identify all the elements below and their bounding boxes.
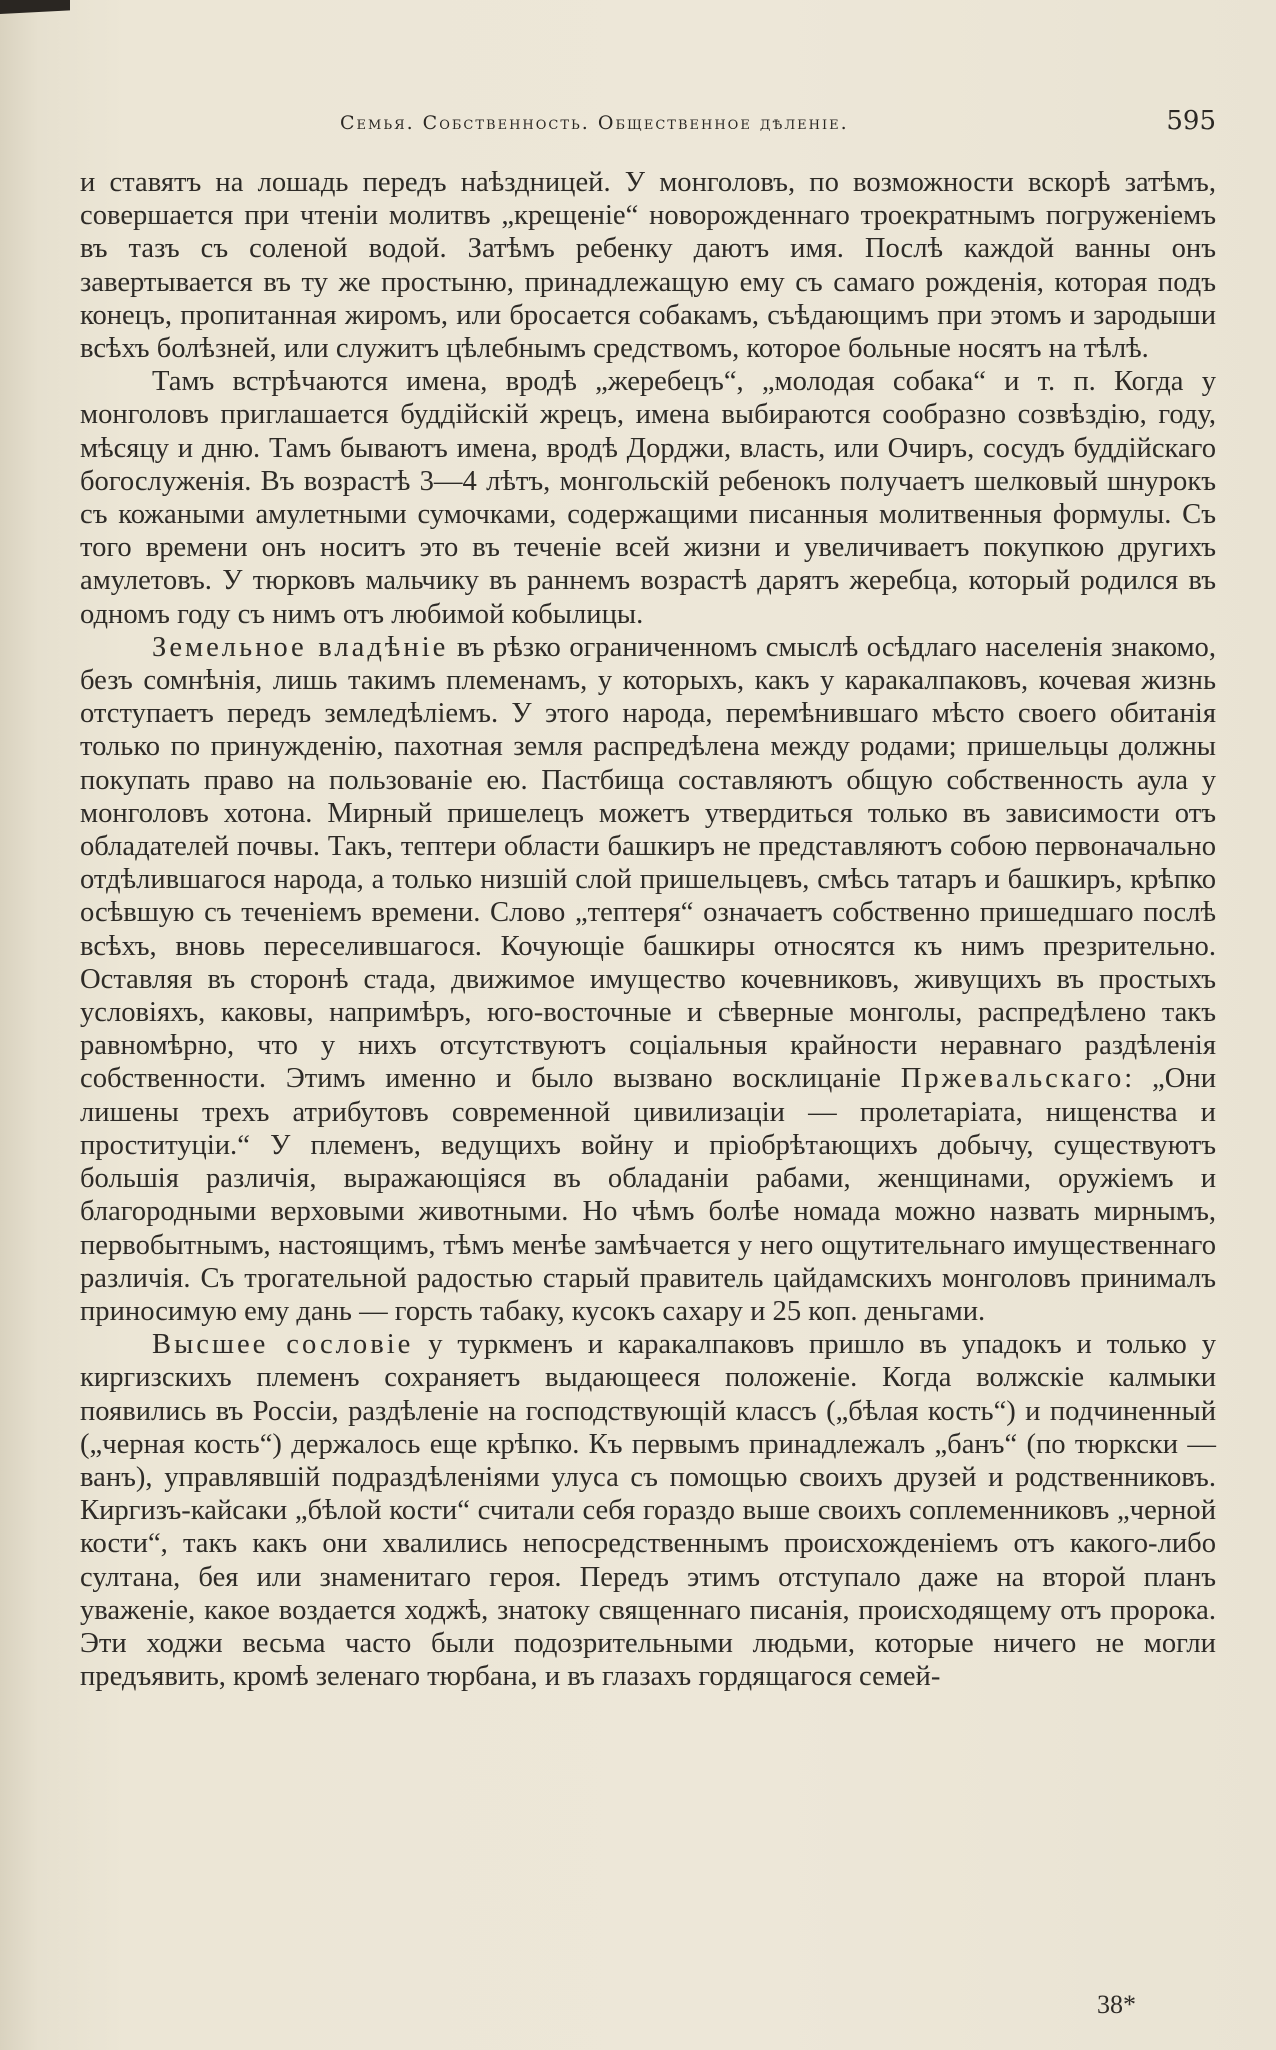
running-title: Семья. Собственность. Общественное дѣленіе. — [340, 112, 849, 134]
paragraph-4 — [80, 1328, 1216, 1693]
printer-signature: 38* — [1097, 1990, 1136, 2019]
spaced-term: Высшее сословіе — [152, 1329, 414, 1361]
scan-corner-mark — [0, 0, 70, 14]
page-number: 595 — [1166, 106, 1216, 136]
page-header — [80, 106, 1216, 146]
paragraph-text: Тамъ встрѣчаются имена, вродѣ „жеребецъ“, „молодая собака“ и т. п. Когда у монголовъ приглашается буддійскій жрецъ, имена выбираются сообразно созвѣздію, году, мѣсяцу и дню. Тамъ бываютъ имена, вродѣ Дорджи, власть, или Очиръ, сосудъ буддійскаго богослуженія. Въ возрастѣ 3—4 лѣтъ, монгольскій ребенокъ получаетъ шелковый шнурокъ съ кожаными амулетными сумочками, содержащими писанныя молитвенныя формулы. Съ того времени онъ носитъ это въ теченіе всей жизни и увеличиваетъ покупкою другихъ амулетовъ. У тюрковъ мальчику въ раннемъ возрастѣ дарятъ жеребца, который родился въ одномъ году съ нимъ отъ любимой кобылицы. — [80, 366, 1216, 630]
spaced-term: Земельное владѣніе — [152, 631, 449, 663]
paragraph-text: въ рѣзко ограниченномъ смыслѣ осѣдлаго населенія знакомо, безъ сомнѣнія, лишь такимъ племенамъ, у которыхъ, какъ у каракалпаковъ, кочевая жизнь отступаетъ передъ земледѣліемъ. У этого народа, перемѣнившаго мѣсто своего обитанія только по принужденію, пахотная земля распредѣлена между родами; пришельцы должны покупать право на пользованіе ею. Пастбища составляютъ общую собственность аула у монголовъ хотона. Мирный пришелецъ можетъ утвердиться только въ зависимости отъ обладателей почвы. Такъ, тептери области башкиръ не представляютъ собою первоначально отдѣлившагося народа, а только низшій слой пришельцевъ, смѣсь татаръ и башкиръ, крѣпко осѣвшую съ теченіемъ времени. Слово „тептеря“ означаетъ собственно пришедшаго послѣ всѣхъ, вновь переселившагося. Кочующіе башкиры относятся къ нимъ презрительно. Оставляя въ сторонѣ стада, движимое имущество кочевниковъ, живущихъ въ простыхъ условіяхъ, каковы, напримѣръ, юго-восточные и сѣверные монголы, распредѣлено такъ равномѣрно, что у нихъ отсутствуютъ соціальныя крайности неравнаго раздѣленія собственности. Этимъ именно и было вызвано восклицаніе — [80, 631, 1216, 1095]
paragraph-2 — [80, 365, 1216, 631]
paragraph-text-continued: : „Они лишены трехъ атрибутовъ современной цивилизаціи — пролетаріата, нищенства и проституціи.“ У племенъ, ведущихъ войну и пріобрѣтающихъ добычу, существуютъ большія различія, выражающіяся въ обладаніи рабами, женщинами, оружіемъ и благородными верховыми животными. Но чѣмъ болѣе номада можно назвать мирнымъ, первобытнымъ, настоящимъ, тѣмъ менѣе замѣчается у него ощутительнаго имущественнаго различія. Съ трогательной радостью старый правитель цайдамскихъ монголовъ принималъ приносимую ему дань — горсть табаку, кусокъ сахару и 25 коп. деньгами. — [80, 1063, 1216, 1327]
body-text — [80, 166, 1216, 1693]
spaced-name: Пржевальскаго — [900, 1063, 1125, 1095]
paragraph-3 — [80, 631, 1216, 1328]
paragraph-text: у туркменъ и каракалпаковъ пришло въ упадокъ и только у киргизскихъ племенъ сохраняетъ выдающееся положеніе. Когда волжскіе калмыки появились въ Россіи, раздѣленіе на господствующій классъ („бѣлая кость“) и подчиненный („черная кость“) держалось еще крѣпко. Къ первымъ принадлежалъ „банъ“ (по тюркски — ванъ), управлявшій подраздѣленіями улуса съ помощью своихъ друзей и родственниковъ. Киргизъ-кайсаки „бѣлой кости“ считали себя гораздо выше своихъ соплеменниковъ „черной кости“, такъ какъ они хвалились непосредственнымъ происхожденіемъ отъ какого-либо султана, бея или знаменитаго героя. Передъ этимъ отступало даже на второй планъ уваженіе, какое воздается ходжѣ, знатоку священнаго писанія, происходящему отъ пророка. Эти ходжи весьма часто были подозрительными людьми, которые ничего не могли предъявить, кромѣ зеленаго тюрбана, и въ глазахъ гордящагося семей- — [80, 1329, 1216, 1693]
paragraph-1 — [80, 166, 1216, 365]
paragraph-text: и ставятъ на лошадь передъ наѣздницей. У монголовъ, по возможности вскорѣ затѣмъ, совершается при чтеніи молитвъ „крещеніе“ новорожденнаго троекратнымъ погруженіемъ въ тазъ съ соленой водой. Затѣмъ ребенку даютъ имя. Послѣ каждой ванны онъ завертывается въ ту же простыню, принадлежащую ему съ самаго рожденія, которая подъ конецъ, пропитанная жиромъ, или бросается собакамъ, съѣдающимъ при этомъ и зародыши всѣхъ болѣзней, или служитъ цѣлебнымъ средствомъ, которое больные носятъ на тѣлѣ. — [80, 167, 1216, 365]
